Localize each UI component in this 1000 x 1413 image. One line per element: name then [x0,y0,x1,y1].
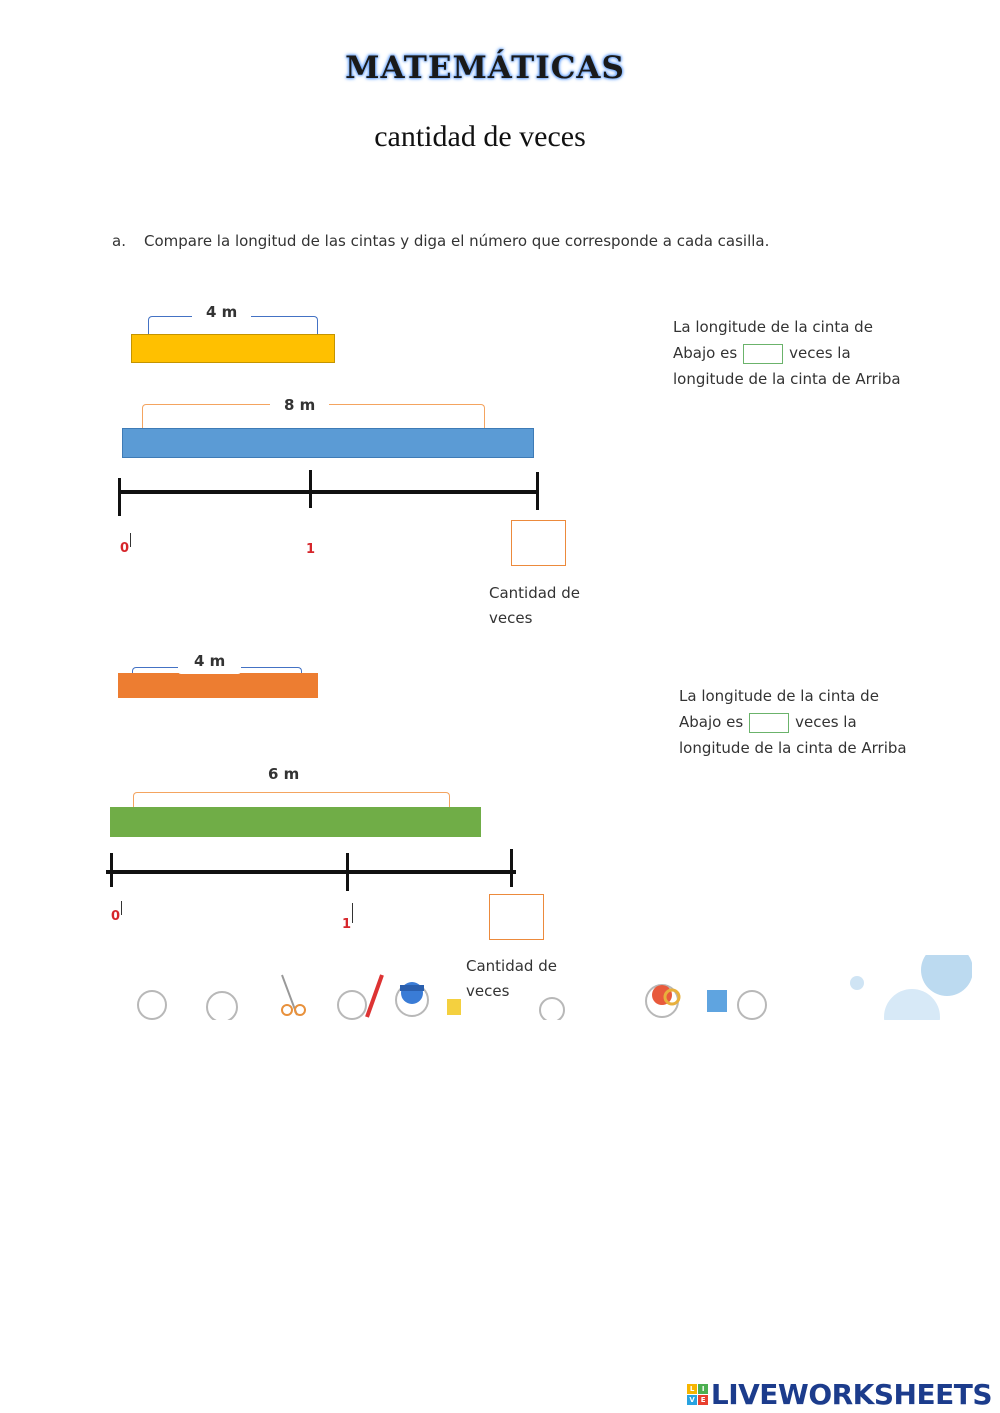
statement-answer-box[interactable] [749,713,789,733]
bottom-tape [110,807,481,837]
number-line [106,870,516,874]
axis-label-0: 0 [120,541,129,556]
decorative-children-border [112,955,972,1020]
statement-answer-box[interactable] [743,344,783,364]
comparison-statement: La longitude de la cinta de Abajo es veces la longitude de la cinta de Arriba [673,318,901,388]
number-line-tick-0 [118,478,121,516]
axis-label-0: 0 [111,909,120,924]
children-illustration-icon [112,955,972,1020]
brand-name: LIVEWORKSHEETS [710,1378,992,1411]
top-tape [118,673,318,698]
bottom-tape-label: 6 m [244,765,323,783]
top-tape-label: 4 m [178,652,241,674]
top-tape-label: 4 m [192,303,251,321]
bottom-tape [122,428,534,458]
number-line-tick-end [510,849,513,887]
instruction [112,232,769,250]
axis-label-1: 1 [342,917,351,932]
comparison-statement: La longitude de la cinta de Abajo es veces la longitude de la cinta de Arriba [679,687,907,757]
top-tape [131,334,335,363]
answer-caption: Cantidad de veces [466,957,557,1000]
axis-label-1: 1 [306,542,316,557]
answer-caption: Cantidad de veces [489,584,580,627]
answer-box-times[interactable] [489,894,544,940]
answer-box-times[interactable] [511,520,566,566]
brand-logo [687,1378,992,1411]
page-title: MATEMÁTICAS [345,50,625,86]
bottom-tape-label: 8 m [270,396,329,414]
number-line-tick-end [536,472,539,510]
page-subtitle: cantidad de veces [374,120,586,153]
number-line-tick-0 [110,853,113,887]
number-line-tick-1 [309,470,312,508]
instruction-letter: a. [112,232,126,250]
brand-logo-icon: L I V E [687,1384,708,1405]
number-line [120,490,538,494]
number-line-tick-1 [346,853,349,891]
instruction-text: Compare la longitud de las cintas y diga el número que corresponde a cada casilla. [144,232,770,250]
